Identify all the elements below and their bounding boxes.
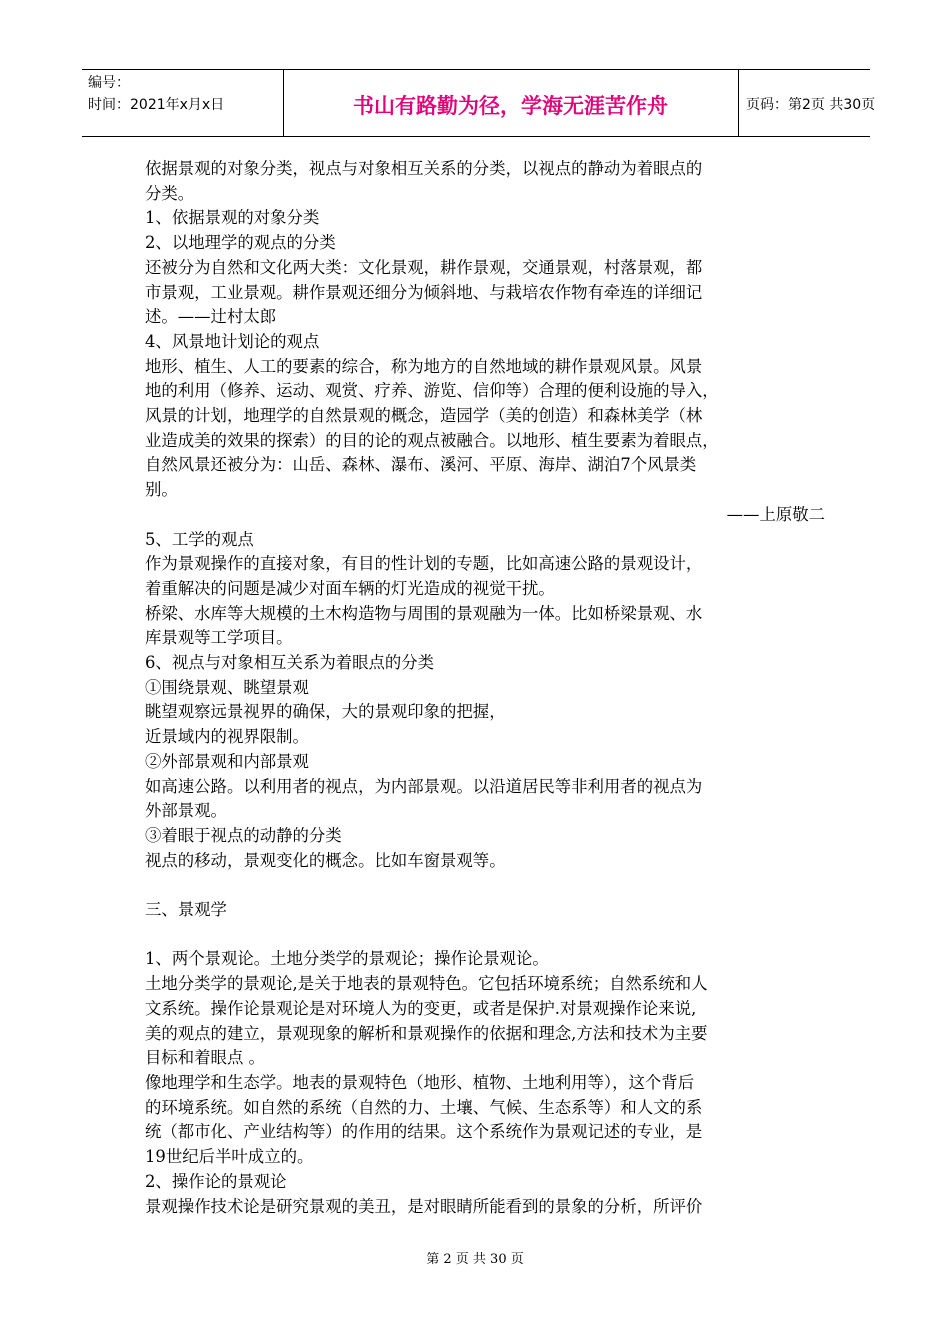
text-line: 视点的移动，景观变化的概念。比如车窗景观等。 bbox=[145, 850, 506, 870]
text-line: 市景观，工业景观。耕作景观还细分为倾斜地、与栽培农作物有牵连的详细记 bbox=[145, 282, 703, 302]
text-line: 19世纪后半叶成立的。 bbox=[145, 1147, 314, 1167]
page-info: 页码：第2页 共30页 bbox=[746, 97, 876, 113]
text-line: 6、视点与对象相互关系为着眼点的分类 bbox=[145, 653, 435, 673]
text-line: 依据景观的对象分类，视点与对象相互关系的分类，以视点的静动为着眼点的 bbox=[145, 159, 703, 178]
text-line: 5、工学的观点 bbox=[145, 529, 254, 549]
text-line: 三、景观学 bbox=[145, 900, 227, 920]
text-line: 眺望观察远景视界的确保，大的景观印象的把握， bbox=[145, 702, 506, 722]
text-line: 别。 bbox=[145, 480, 178, 500]
text-line: ③着眼于视点的动静的分类 bbox=[145, 825, 342, 845]
header-left-cell bbox=[82, 70, 284, 136]
header-page-cell bbox=[738, 70, 876, 136]
text-line: 1、依据景观的对象分类 bbox=[145, 208, 320, 228]
text-line: 作为景观操作的直接对象，有目的性计划的专题，比如高速公路的景观设计， bbox=[145, 554, 703, 574]
time-label: 时间：2021年x月x日 bbox=[88, 97, 225, 113]
header-table bbox=[82, 69, 876, 137]
page-footer: 第 2 页 共 30 页 bbox=[426, 1252, 524, 1267]
text-line: 述。——辻村太郎 bbox=[145, 307, 277, 327]
text-line: 4、风景地计划论的观点 bbox=[145, 331, 320, 351]
text-line: 像地理学和生态学。地表的景观特色（地形、植物、土地利用等），这个背后 bbox=[145, 1072, 695, 1092]
header-motto-cell bbox=[283, 70, 739, 136]
text-line: 地的利用（修养、运动、观赏、疗养、游览、信仰等）合理的便利设施的导入， bbox=[145, 381, 719, 401]
text-line: 桥梁、水库等大规模的土木构造物与周围的景观融为一体。比如桥梁景观、水 bbox=[145, 603, 703, 623]
text-line: 分类。 bbox=[145, 183, 195, 203]
text-line: ——上原敬二 bbox=[726, 504, 825, 524]
text-line: 如高速公路。以利用者的视点，为内部景观。以沿道居民等非利用者的视点为 bbox=[145, 776, 703, 796]
body-text bbox=[145, 157, 825, 1219]
text-line: 2、以地理学的观点的分类 bbox=[145, 233, 336, 253]
text-line: 土地分类学的景观论,是关于地表的景观特色。它包括环境系统；自然系统和人 bbox=[145, 974, 708, 994]
text-line: 的环境系统。如自然的系统（自然的力、土壤、气候、生态系等）和人文的系 bbox=[145, 1097, 703, 1117]
motto-text: 书山有路勤为径，学海无涯苦作舟 bbox=[353, 94, 668, 118]
text-line: 目标和着眼点 。 bbox=[145, 1048, 265, 1068]
text-line: 美的观点的建立，景观现象的解析和景观操作的依据和理念,方法和技术为主要 bbox=[145, 1023, 708, 1043]
text-line bbox=[145, 873, 825, 898]
text-line: 2、操作论的景观论 bbox=[145, 1171, 287, 1191]
text-line: 近景域内的视界限制。 bbox=[145, 727, 309, 747]
text-line: 着重解决的问题是减少对面车辆的灯光造成的视觉干扰。 bbox=[145, 578, 555, 598]
text-line: 外部景观。 bbox=[145, 801, 227, 821]
text-line: 自然风景还被分为：山岳、森林、瀑布、溪河、平原、海岸、湖泊7个风景类 bbox=[145, 455, 697, 475]
text-line: 地形、植生、人工的要素的综合，称为地方的自然地域的耕作景观风景。风景 bbox=[145, 356, 703, 376]
text-line: 业造成美的效果的探索）的目的论的观点被融合。以地形、植生要素为着眼点， bbox=[145, 430, 719, 450]
text-line: 库景观等工学项目。 bbox=[145, 628, 293, 648]
text-line: 还被分为自然和文化两大类：文化景观，耕作景观，交通景观，村落景观，都 bbox=[145, 257, 703, 277]
text-line: ①围绕景观、眺望景观 bbox=[145, 677, 309, 697]
text-line: 文系统。操作论景观论是对环境人为的变更，或者是保护.对景观操作论来说, bbox=[145, 998, 697, 1018]
text-line: 1、两个景观论。土地分类学的景观论；操作论景观论。 bbox=[145, 949, 549, 969]
text-line: 统（都市化、产业结构等）的作用的结果。这个系统作为景观记述的专业，是 bbox=[145, 1122, 703, 1142]
text-line: 风景的计划，地理学的自然景观的概念，造园学（美的创造）和森林美学（林 bbox=[145, 406, 703, 426]
number-label: 编号： bbox=[88, 75, 130, 91]
text-line: ②外部景观和内部景观 bbox=[145, 751, 309, 771]
text-line bbox=[145, 923, 825, 948]
text-line: 景观操作技术论是研究景观的美丑，是对眼睛所能看到的景象的分析，所评价 bbox=[145, 1196, 703, 1216]
